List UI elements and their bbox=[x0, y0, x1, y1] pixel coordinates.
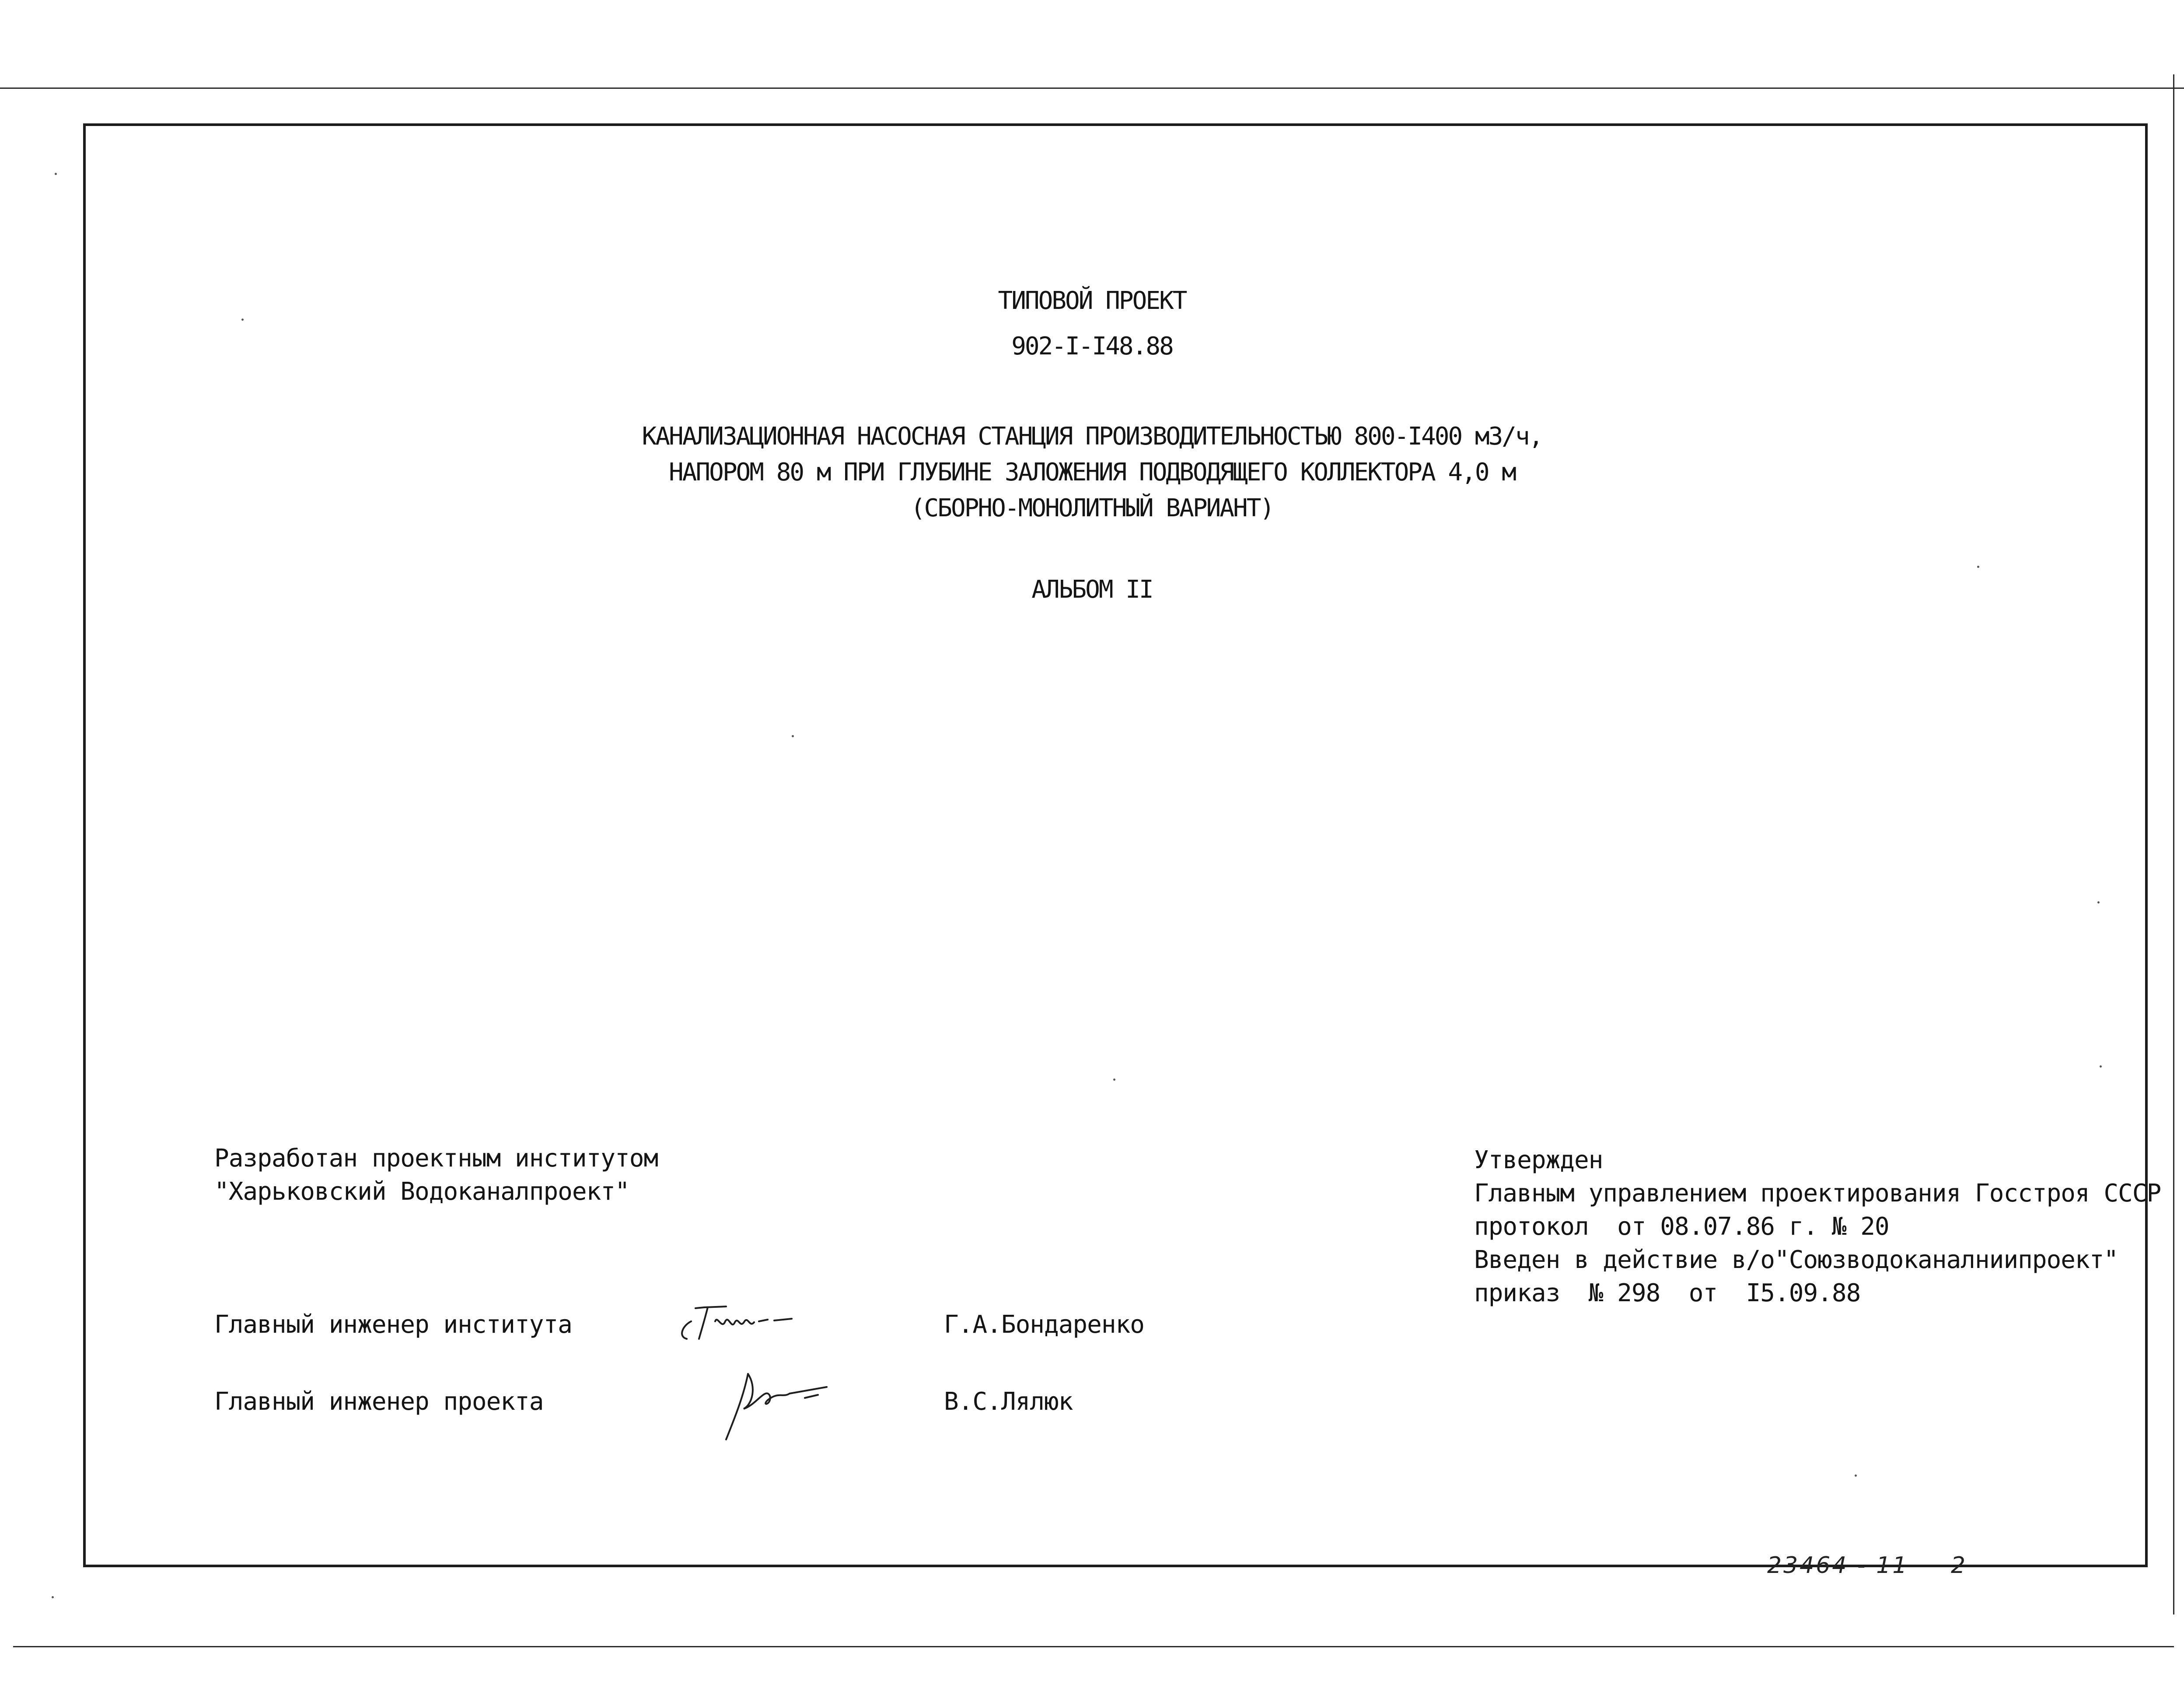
title-block bbox=[0, 284, 2184, 606]
album-label: АЛЬБОМ II bbox=[1031, 575, 1153, 604]
title-line-2: НАПОРОМ 80 м ПРИ ГЛУБИНЕ ЗАЛОЖЕНИЯ ПОДВОДЯЩЕГО КОЛЛЕКТОРА 4,0 м bbox=[668, 458, 1516, 487]
scan-speck bbox=[1855, 1474, 1857, 1477]
approval-line-5: приказ № 298 от I5.09.88 bbox=[1474, 1279, 1861, 1307]
signature-1-handwritten bbox=[674, 1295, 831, 1343]
document-number: 902-I-I48.88 bbox=[1011, 332, 1173, 361]
scan-speck bbox=[1113, 1079, 1115, 1081]
approval-line-1: Утвержден bbox=[1474, 1146, 1603, 1174]
title-line-3: (СБОРНО-МОНОЛИТНЫЙ ВАРИАНТ) bbox=[910, 494, 1274, 522]
signature-name-2: В.С.Лялюк bbox=[944, 1387, 1073, 1416]
scan-edge-bottom bbox=[13, 1646, 2174, 1647]
document-type: ТИПОВОЙ ПРОЕКТ bbox=[998, 287, 1186, 315]
signature-name-1: Г.А.Бондаренко bbox=[944, 1310, 1145, 1339]
sheet-number: 2 bbox=[1951, 1552, 1967, 1579]
signature-role-1: Главный инженер института bbox=[214, 1310, 572, 1339]
scan-speck bbox=[241, 319, 244, 321]
title-line-1: КАНАЛИЗАЦИОННАЯ НАСОСНАЯ СТАНЦИЯ ПРОИЗВОДИТЕЛЬНОСТЬЮ 800-I400 м3/ч, bbox=[642, 422, 1542, 451]
signature-role-2: Главный инженер проекта bbox=[214, 1387, 544, 1416]
signature-2-handwritten bbox=[717, 1356, 857, 1444]
approval-line-4: Введен в действие в/о"Союзводоканалниипроект" bbox=[1474, 1246, 2118, 1274]
approval-line-3: протокол от 08.07.86 г. № 20 bbox=[1474, 1212, 1889, 1241]
scan-edge-top bbox=[0, 88, 2184, 89]
scan-speck bbox=[2097, 901, 2100, 904]
scan-speck bbox=[1977, 566, 1979, 568]
inventory-number: 23464 - 11 bbox=[1767, 1552, 1909, 1579]
developer-line-1: Разработан проектным институтом bbox=[214, 1144, 658, 1173]
scan-speck bbox=[792, 735, 794, 737]
approval-line-2: Главным управлением проектирования Госстроя СССР bbox=[1474, 1179, 2161, 1208]
developer-line-2: "Харьковский Водоканалпроект" bbox=[214, 1177, 629, 1206]
scan-speck bbox=[55, 173, 57, 175]
scan-speck bbox=[52, 1596, 54, 1598]
scan-speck bbox=[2100, 1065, 2102, 1068]
